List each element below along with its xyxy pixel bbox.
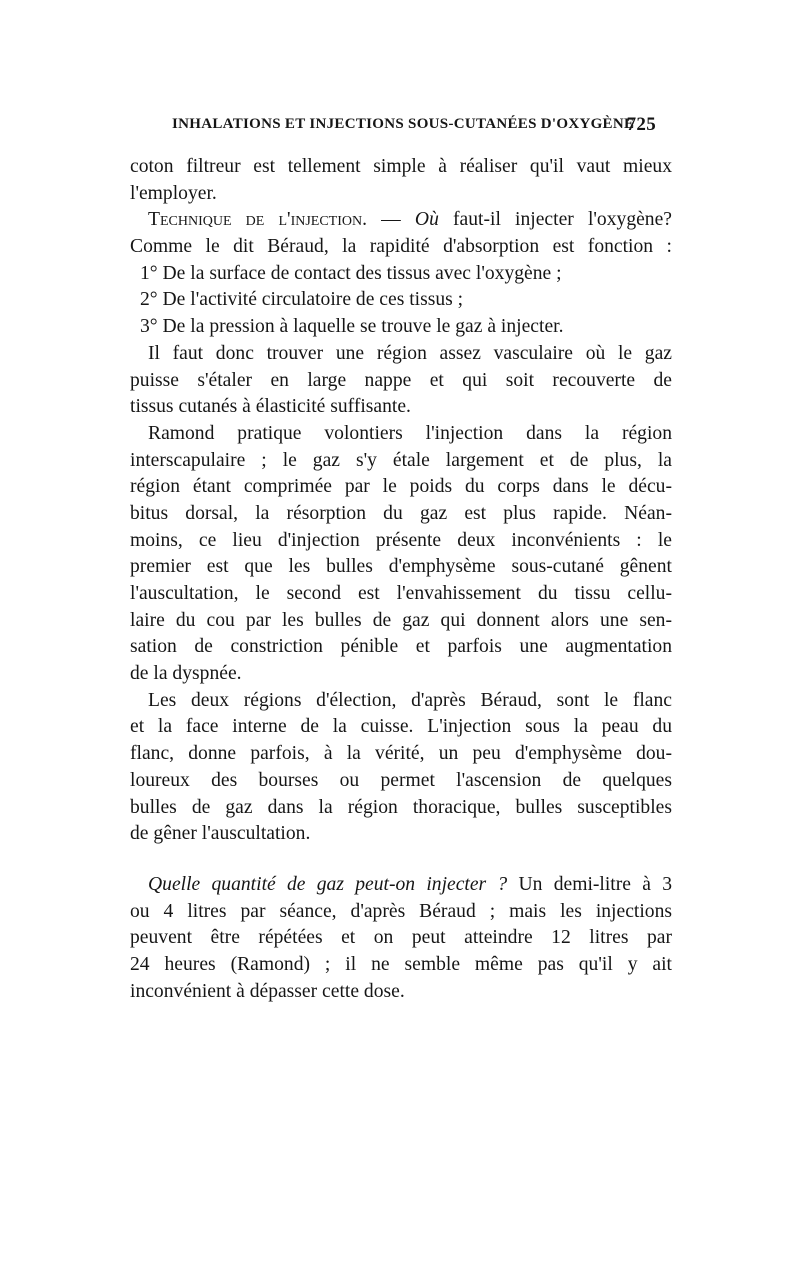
text-line: tissus cutanés à élasticité suffisante. bbox=[130, 396, 411, 418]
list-item: 3° De la pression à laquelle se trouve le gaz à injecter. bbox=[140, 316, 564, 338]
text-fragment: faut-il injecter l'oxygène? bbox=[438, 209, 672, 231]
text-line: 24 heures (Ramond) ; il ne semble même pas qu'il y ait bbox=[130, 953, 672, 975]
text-line: l'auscultation, le second est l'envahissement du tissu cellu- bbox=[130, 583, 672, 604]
text-line: de la dyspnée. bbox=[130, 663, 242, 685]
text-line: bulles de gaz dans la région thoracique, bulles susceptibles bbox=[130, 796, 672, 818]
text-line: l'employer. bbox=[130, 182, 217, 204]
text-line: moins, ce lieu d'injection présente deux inconvénients : le bbox=[130, 529, 672, 551]
running-title: INHALATIONS ET INJECTIONS SOUS-CUTANÉES D'OXYGÈNE bbox=[172, 116, 635, 132]
text-fragment: Un demi-litre à 3 bbox=[507, 873, 672, 895]
text-line: ou 4 litres par séance, d'après Béraud ; mais les injections bbox=[130, 900, 672, 922]
text-line: Comme le dit Béraud, la rapidité d'absorption est fonction : bbox=[130, 236, 672, 258]
em-dash: — bbox=[367, 209, 415, 231]
text-line: région étant comprimée par le poids du corps dans le décu- bbox=[130, 476, 672, 498]
text-line: sation de constriction pénible et parfois une augmentation bbox=[130, 636, 672, 658]
text-line: bitus dorsal, la résorption du gaz est plus rapide. Néan- bbox=[130, 502, 672, 524]
text-line: puisse s'étaler en large nappe et qui soit recouverte de bbox=[130, 369, 672, 391]
list-item: 2° De l'activité circulatoire de ces tissus ; bbox=[140, 289, 464, 311]
text-line: Il faut donc trouver une région assez vasculaire où le gaz bbox=[148, 342, 672, 364]
text-line: premier est que les bulles d'emphysème sous-cutané gênent bbox=[130, 556, 672, 578]
question-word: Où bbox=[414, 209, 439, 231]
text-line: Ramond pratique volontiers l'injection dans la région bbox=[148, 422, 672, 444]
text-line: inconvénient à dépasser cette dose. bbox=[130, 980, 405, 1002]
page-header bbox=[172, 114, 656, 140]
body-text bbox=[130, 154, 672, 1005]
list-item: 1° De la surface de contact des tissus avec l'oxygène ; bbox=[140, 262, 562, 284]
section-heading-line bbox=[130, 207, 672, 234]
paragraph-gap bbox=[130, 848, 672, 872]
section-heading: Technique de l'injection. bbox=[148, 209, 368, 231]
text-line: loureux des bourses ou permet l'ascension de quelques bbox=[130, 769, 672, 791]
text-line: de gêner l'auscultation. bbox=[130, 823, 311, 845]
text-line: Les deux régions d'élection, d'après Béraud, sont le flanc bbox=[148, 689, 672, 711]
text-line: et la face interne de la cuisse. L'injection sous la peau du bbox=[130, 716, 672, 738]
page-number: 725 bbox=[626, 114, 656, 135]
text-line: coton filtreur est tellement simple à réaliser qu'il vaut mieux bbox=[130, 156, 672, 177]
text-line: flanc, donne parfois, à la vérité, un peu d'emphysème dou- bbox=[130, 743, 672, 765]
question-line bbox=[130, 872, 672, 899]
text-line: peuvent être répétées et on peut atteindre 12 litres par bbox=[130, 927, 672, 949]
text-line: laire du cou par les bulles de gaz qui donnent alors une sen- bbox=[130, 609, 672, 631]
text-line: interscapulaire ; le gaz s'y étale largement et de plus, la bbox=[130, 449, 672, 471]
question-text: Quelle quantité de gaz peut-on injecter ? bbox=[148, 873, 508, 895]
